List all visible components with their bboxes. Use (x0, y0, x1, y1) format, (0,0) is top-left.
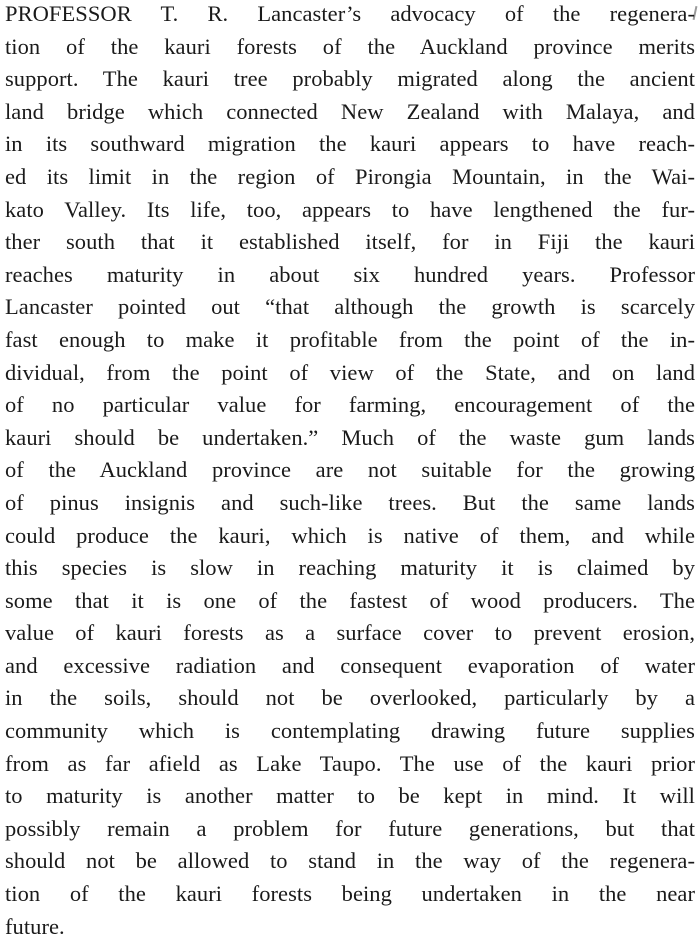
text-line: community which is contemplating drawing future supplies (5, 718, 695, 744)
text-line: some that it is one of the fastest of wood producers. The (5, 587, 695, 613)
text-line: Lancaster pointed out “that although the growth is scarcely (5, 294, 695, 320)
text-line: land bridge which connected New Zealand with Malaya, and (5, 98, 695, 124)
text-line: tion of the kauri forests of the Auckland province merits (5, 33, 695, 59)
text-line: possibly remain a problem for future generations, but that (5, 815, 695, 841)
text-line: ther south that it established itself, for in Fiji the kauri (5, 229, 695, 255)
text-line: of the Auckland province are not suitable for the growing (5, 457, 695, 483)
text-line: reaches maturity in about six hundred years. Professor (5, 261, 695, 287)
text-line: fast enough to make it profitable from the point of the in- (5, 326, 695, 352)
text-line: could produce the kauri, which is native of them, and while (5, 522, 695, 548)
text-line: and excessive radiation and consequent evaporation of water (5, 652, 695, 678)
text-line: in its southward migration the kauri appears to have reach- (5, 131, 695, 157)
text-line: PROFESSOR T. R. Lancaster’s advocacy of the regenera- (5, 1, 695, 26)
text-line: kato Valley. Its life, too, appears to have lengthened the fur- (5, 196, 695, 222)
text-line: dividual, from the point of view of the State, and on land (5, 359, 695, 385)
text-line: ed its limit in the region of Pirongia Mountain, in the Wai- (5, 163, 695, 189)
text-line: support. The kauri tree probably migrated along the ancient (5, 66, 695, 92)
text-line: this species is slow in reaching maturity it is claimed by (5, 555, 695, 581)
text-line: in the soils, should not be overlooked, particularly by a (5, 685, 695, 711)
text-line: from as far afield as Lake Taupo. The use of the kauri prior (5, 750, 695, 776)
text-line: should not be allowed to stand in the way of the regenera- (5, 848, 695, 874)
text-line: kauri should be undertaken.” Much of the waste gum lands (5, 424, 695, 450)
text-line: of no particular value for farming, encouragement of the (5, 392, 695, 418)
text-line: value of kauri forests as a surface cover to prevent erosion, (5, 620, 695, 646)
text-line: of pinus insignis and such-like trees. But the same lands (5, 489, 695, 515)
text-line: future. (5, 913, 65, 939)
text-line: to maturity is another matter to be kept in mind. It will (5, 783, 695, 809)
article-paragraph (5, 0, 695, 943)
text-line: tion of the kauri forests being undertaken in the near (5, 881, 695, 907)
